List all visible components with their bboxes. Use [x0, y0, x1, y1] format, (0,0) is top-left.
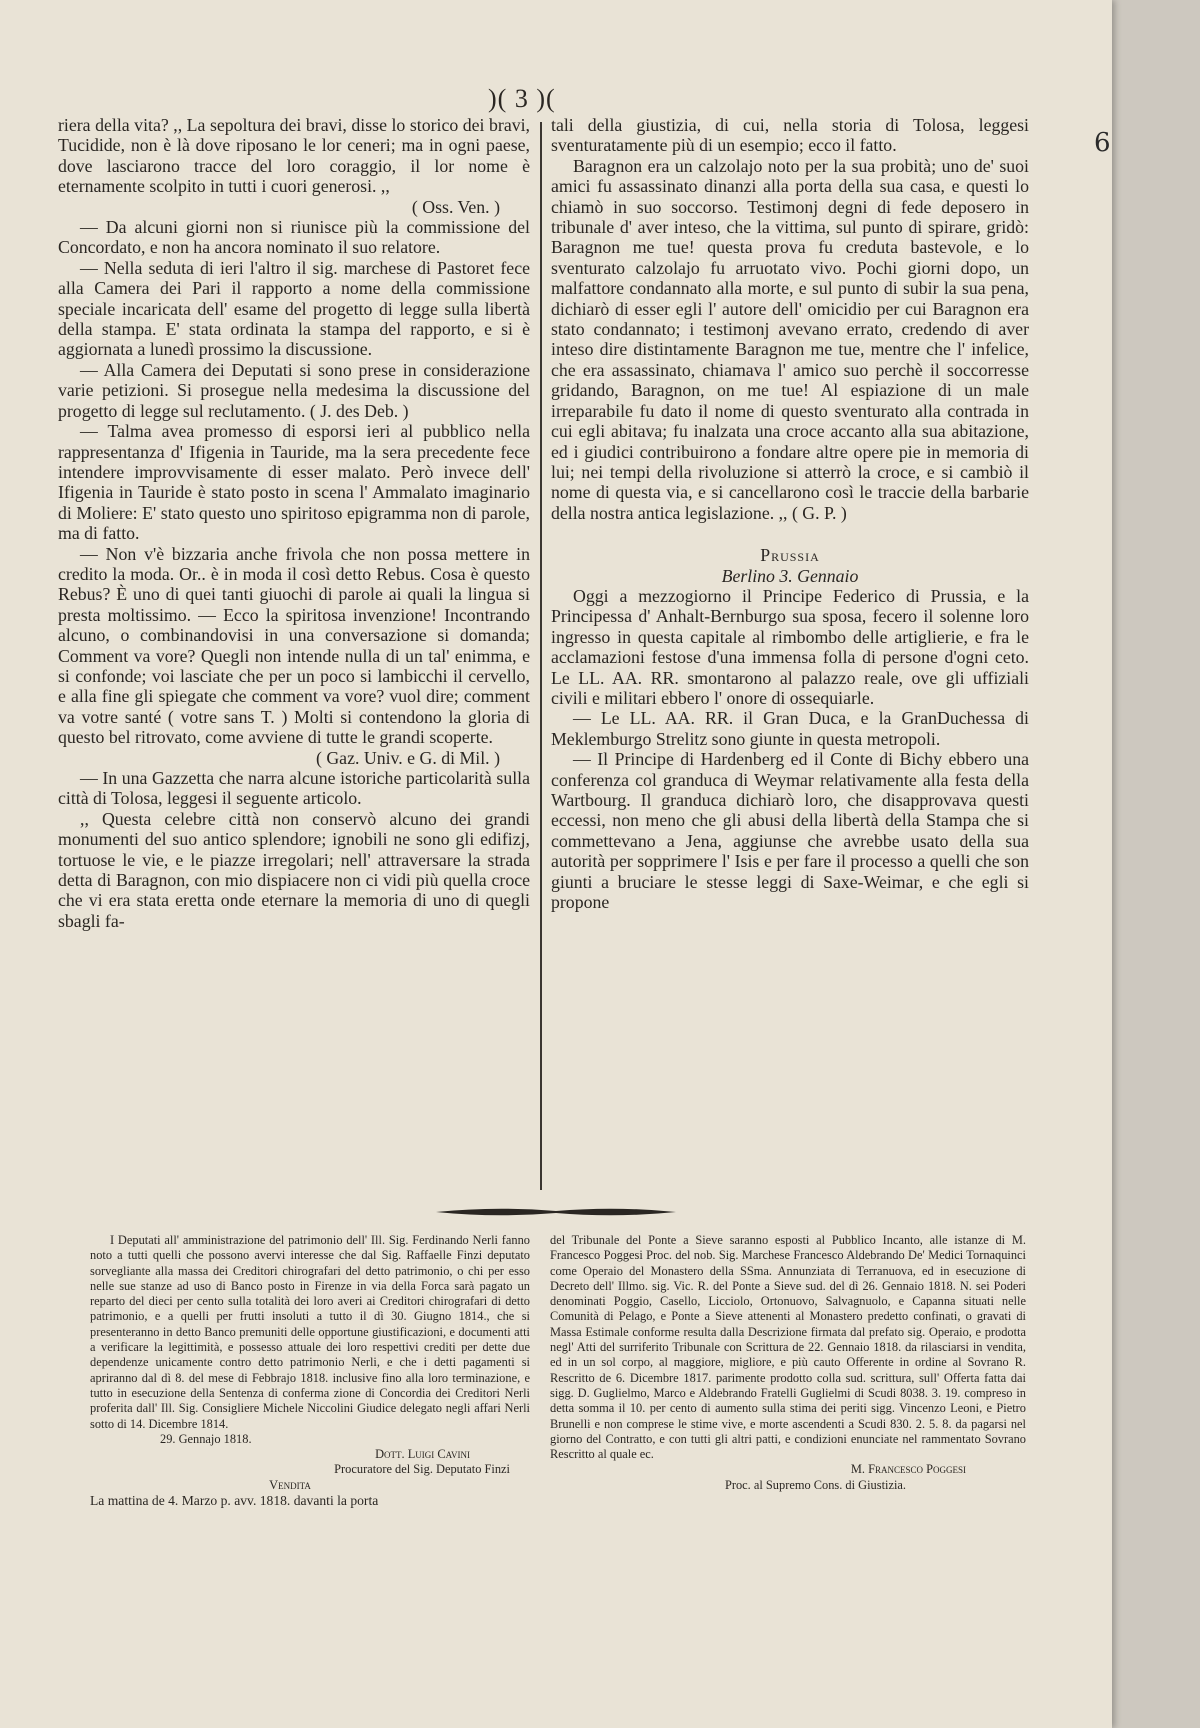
col_left-paragraph: — Nella seduta di ieri l'altro il sig. marchese di Pastoret fece alla Camera dei Pari il rapporto a nome della commissione speciale incaricata dell' esame del progetto di legge sulla libertà della stampa. E' stata ordinata la stampa del rapporto, e si è aggiornata a lunedì prossimo la discussione. [58, 257, 530, 360]
notice-nerli [90, 1233, 530, 1508]
notice-nerli-date: 29. Gennajo 1818. [160, 1431, 252, 1446]
notice-sale-signer-role: Proc. al Supremo Cons. di Giustizia. [724, 1477, 906, 1492]
col_right-paragraph: Berlino 3. Gennaio [721, 565, 859, 586]
col_right-paragraph: tali della giustizia, di cui, nella storia di Tolosa, leggesi sventuratamente più di un esempio; ecco il fatto. [551, 115, 1029, 156]
left-column [58, 115, 530, 931]
notice-sale-heading: Vendita [269, 1477, 311, 1492]
margin-number: 6 [1094, 128, 1111, 158]
col_right-paragraph: Oggi a mezzogiorno il Principe Federico di Prussia, e la Principessa d' Anhalt-Bernburgo sua sposa, fecero il solenne loro ingresso in questa capitale al rimbombo delle artiglierie, e fra le acclamazioni festose d'una immensa folla di persone d'ogni ceto. Le LL. AA. RR. smontarono al palazzo reale, ove gli uffiziali civili e militari ebbero l' onore di ossequiarle. [551, 585, 1029, 708]
page-number: )( 3 )( [488, 84, 556, 113]
notice-sale-lead: La mattina de 4. Marzo p. avv. 1818. davanti la porta [90, 1493, 379, 1509]
ornamental-divider [436, 1206, 676, 1218]
column-rule [540, 122, 542, 1190]
col_left-paragraph: ,, Questa celebre città non conservò alcuno dei grandi monumenti del suo antico splendore; ignobili ne sono gli edifizj, tortuose le vie, e le piazze irregolari; nell' attraversare la strada detta di Baragnon, con mio dispiacere non ci vidi più quella croce che vi era stata eretta onde eternare la memoria di uno di quegli sbagli fa- [58, 808, 530, 931]
col_right-paragraph: — Le LL. AA. RR. il Gran Duca, e la GranDuchessa di Meklemburgo Strelitz sono giunte in questa metropoli. [551, 708, 1029, 749]
right-column [551, 115, 1029, 912]
col_left-paragraph: riera della vita? ,, La sepoltura dei bravi, disse lo storico dei bravi, Tucidide, non è là dove riposano le lor ceneri; ma in ogni paese, dove lasciarono tracce del loro coraggio, il lor nome è eternamente scolpito in tutti i cuori generosi. ,, [58, 115, 530, 197]
notice-sale-body: del Tribunale del Ponte a Sieve saranno esposti al Pubblico Incanto, alle istanze di M. Francesco Poggesi Proc. del nob. Sig. Marchese Francesco Aldebrando De' Medici Tornaquinci come Operaio del Monastero della SSma. Annunziata di Terranuova, ed in esecuzione di Decreto dell' Illmo. sig. Vic. R. del Ponte a Sieve sud. del dì 26. Gennaio 1818. N. sei Poderi denominati Poggio, Casello, Licciolo, Ortonuovo, Salvagnuolo, e Capanna situati nelle Comunità di Pelago, e Ponte a Sieve attenenti al Monastero predetto confinati, o gravati di Massa Estimale conforme resulta dalla Descrizione firmata dal prefato sig. Operaio, e prodotta negl' Atti del surriferito Tribunale con Scrittura de 22. Gennaio 1818. da rilasciarsi in vendita, ed in un sol corpo, al maggiore, migliore, e più cauto Offerente in ordine al Sovrano R. Rescritto de 6. Dicembre 1817. parimente prodotto colla sud. scrittura, sull' Offerta fatta dai sigg. D. Guglielmo, Marco e Aldebrando Fratelli Guglielmi di Scudi 8038. 3. 19. compreso in detta somma il 10. per cento di aumento sulla stima dei periti sigg. Vincenzo Leoni, e Pietro Brunelli e non comprese le stime vive, e morte ascendenti a Scudi 830. 2. 5. 8. da pagarsi nel giorno del Contratto, e con tutti gli altri patti, e condizioni enunciate nel rammentato Sovrano Rescritto al quale ec. [550, 1233, 1026, 1462]
col_left-paragraph: — Alla Camera dei Deputati si sono prese in considerazione varie petizioni. Si prosegue nella medesima la discussione del progetto di legge sul reclutamento. ( J. des Deb. ) [58, 359, 530, 421]
notice-sale-signer: M. Francesco Poggesi [850, 1462, 966, 1477]
col_right-paragraph: Prussia [760, 545, 820, 566]
col_right-paragraph: Baragnon era un calzolajo noto per la sua probità; uno de' suoi amici fu assassinato dinanzi alla porta della sua casa, e questi lo chiamò in suo soccorso. Testimonj degni di fede deposero in tribunale d' aver inteso, che la vittima, sul punto di spirare, gridò: Baragnon me tue! questa prova fu creduta bastevole, e lo sventurato calzolajo fu arruotato vivo. Pochi giorni dopo, un malfattore condannato alla morte, e sul punto di subir la sua pena, dichiarò di esser egli l' autore dell' omicidio per cui Baragnon era stato condannato; i testimonj avevano errato, credendo di aver inteso dire distintamente Baragnon me tue, mentre che l' infelice, che era assassinato, chiamava l' amico suo perchè il soccorresse gridando, Baragnon, on me tue! Al espiazione di un male irreparabile fu dato il nome di questo sventurato alla contrada in cui egli abitava; fu inalzata una croce accanto alla sua abitazione, ed i giudici contribuirono a fondare altre opere pie in memoria di lui; nei tempi della rivoluzione si atterrò la croce, e si cambiò il nome di questa via, e si cancellarono così le traccie della barbarie della nostra antica legislazione. ,, ( G. P. ) [551, 155, 1029, 523]
col_left-paragraph: ( Gaz. Univ. e G. di Mil. ) [315, 747, 500, 768]
notice-nerli-signer: Dott. Luigi Cavini [375, 1447, 470, 1462]
notice-nerli-body: I Deputati all' amministrazione del patrimonio dell' Ill. Sig. Ferdinando Nerli fanno noto a tutti quelli che possono avervi interesse che dal Sig. Raffaelle Finzi deputato sorvegliante alla massa dei Creditori chirografari del detto patrimonio, o chi per esso nelle sue stanze ad uso di Banco posto in Firenze in via della Forca sarà pagato un reparto del dieci per cento sulla totalità dei loro averi ai Creditori chirografari di detto patrimonio, e a quelli per frutti insoluti a tutto il dì 30. Giugno 1814., che si presenteranno in detto Banco premuniti delle opportune giustificazioni, e documenti atti a verificare la legittimità, e possesso attuale dei loro respettivi crediti per dette due dependenze unicamente contro detto patrimonio Nerli, e che i detti pagamenti si apriranno dal dì 8. del mese di Febbrajo 1818. inclusive fino alla loro terminazione, e tutto in esecuzione della Sentenza di conferma zione di Concordia dei Creditori Nerli proferita dall' Ill. Sig. Consigliere Michele Niccolini Giudice delegato negli affari Nerli sotto di 14. Dicembre 1814. [90, 1233, 530, 1431]
col_left-paragraph: — Non v'è bizzaria anche frivola che non possa mettere in credito la moda. Or.. è in moda il così detto Rebus. Cosa è questo Rebus? È uno di quei tanti giuochi di parole ai quali la lingua si presta moltissimo. — Ecco la spiritosa invenzione! Incontrando alcuno, o combinandovisi in una conversazione si domanda; Comment va vore? Quegli non intende nulla di un tal' enimma, e si confonde; voi lasciate che per un poco si lambicchi il cervello, e alla fine gli spiegate che comment va vore? vuol dire; comment va votre santé ( votre sans T. ) Molti si contendono la gloria di questo bel ritrovato, come avviene di tutte le grandi scoperte. [58, 543, 530, 748]
notice-sale [550, 1233, 1026, 1493]
col_right-paragraph: — Il Principe di Hardenberg ed il Conte di Bichy ebbero una conferenza col granduca di Weymar relativamente alla festa della Wartbourg. Il granduca dichiarò loro, che disapprovava questi eccessi, non meno che gli abusi della libertà della Stampa che si commettevano a Jena, aggiunse che avrebbe usato della sua autorità per sopprimere l' Isis e per fare il processo a quelli che son giunti a bruciare le stesse leggi di Saxe-Weimar, e che egli si propone [551, 749, 1029, 913]
col_left-paragraph: — Da alcuni giorni non si riunisce più la commissione del Concordato, e non ha ancora nominato il suo relatore. [58, 217, 530, 258]
notice-nerli-signer-role: Procuratore del Sig. Deputato Finzi [334, 1462, 510, 1477]
col_left-paragraph: — Talma avea promesso di esporsi ieri al pubblico nella rappresentanza d' Ifigenia in Tauride, ma la sera precedente fece intendere improvvisamente di esser malato. Però invece dell' Ifigenia in Tauride è stato posto in scena l' Ammalato imaginario di Moliere: E' stato questo uno spiritoso epigramma non di parole, ma di fatto. [58, 421, 530, 544]
col_left-paragraph: — In una Gazzetta che narra alcune istoriche particolarità sulla città di Tolosa, leggesi il seguente articolo. [58, 768, 530, 809]
col_left-paragraph: ( Oss. Ven. ) [411, 196, 500, 217]
